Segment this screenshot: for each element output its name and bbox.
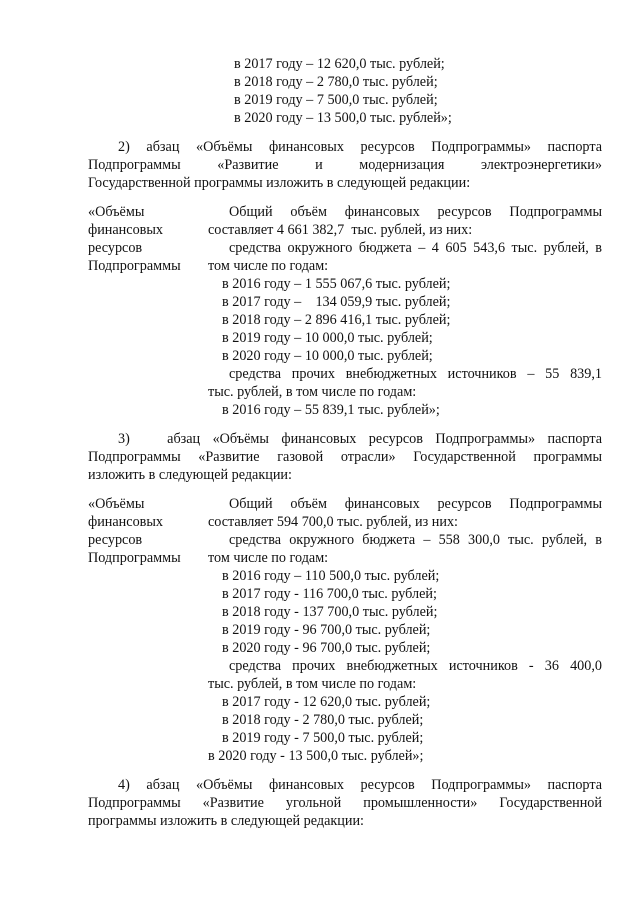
table-value-line: в 2018 году - 2 780,0 тыс. рублей; xyxy=(222,712,424,728)
paragraph-line: Подпрограммы «Развитие угольной промышленности» Государственной xyxy=(88,795,602,811)
table-value-line: средства окружного бюджета – 4 605 543,6 тыс. рублей, в xyxy=(229,240,602,256)
table-label-line: Подпрограммы xyxy=(88,550,181,566)
table-value-line: в 2019 году – 10 000,0 тыс. рублей; xyxy=(222,330,433,346)
table-value-line: том числе по годам: xyxy=(208,550,329,566)
table-value-line: составляет 594 700,0 тыс. рублей, из них: xyxy=(208,514,458,530)
paragraph-line: Подпрограммы «Развитие и модернизация электроэнергетики» xyxy=(88,157,602,173)
table-label-line: финансовых xyxy=(88,514,163,530)
table-value-line: средства окружного бюджета – 558 300,0 тыс. рублей, в xyxy=(229,532,602,548)
table-value-line: в 2020 году – 10 000,0 тыс. рублей; xyxy=(222,348,433,364)
table-label-line: «Объёмы xyxy=(88,204,145,220)
table-label-line: «Объёмы xyxy=(88,496,145,512)
paragraph-line: изложить в следующей редакции: xyxy=(88,467,292,483)
table-value-line: Общий объём финансовых ресурсов Подпрограммы xyxy=(229,496,602,512)
table-value-line: в 2017 году - 12 620,0 тыс. рублей; xyxy=(222,694,431,710)
paragraph-line: 3) абзац «Объёмы финансовых ресурсов Подпрограммы» паспорта xyxy=(118,431,602,447)
table-value-line: тыс. рублей, в том числе по годам: xyxy=(208,384,417,400)
table-label-line: ресурсов xyxy=(88,532,143,548)
paragraph-line: Подпрограммы «Развитие газовой отрасли» Государственной программы xyxy=(88,449,602,465)
year-line: в 2017 году – 12 620,0 тыс. рублей; xyxy=(234,56,445,72)
table-value-line: в 2020 году - 96 700,0 тыс. рублей; xyxy=(222,640,431,656)
table-value-line: составляет 4 661 382,7 тыс. рублей, из них: xyxy=(208,222,473,238)
paragraph-line: программы изложить в следующей редакции: xyxy=(88,813,364,829)
paragraph-line: 4) абзац «Объёмы финансовых ресурсов Подпрограммы» паспорта xyxy=(118,777,602,793)
year-line: в 2019 году – 7 500,0 тыс. рублей; xyxy=(234,92,438,108)
table-value-line: в 2018 году – 2 896 416,1 тыс. рублей; xyxy=(222,312,451,328)
table-value-line: в 2016 году – 55 839,1 тыс. рублей»; xyxy=(222,402,440,418)
table-value-line: в 2018 году - 137 700,0 тыс. рублей; xyxy=(222,604,438,620)
table-value-line: в 2019 году - 7 500,0 тыс. рублей; xyxy=(222,730,424,746)
table-value-line: в 2017 году – 134 059,9 тыс. рублей; xyxy=(222,294,451,310)
table-value-line: том числе по годам: xyxy=(208,258,329,274)
table-value-line: в 2016 году – 1 555 067,6 тыс. рублей; xyxy=(222,276,451,292)
year-line: в 2020 году – 13 500,0 тыс. рублей»; xyxy=(234,110,452,126)
paragraph-line: 2) абзац «Объёмы финансовых ресурсов Подпрограммы» паспорта xyxy=(118,139,602,155)
table-value-line: в 2016 году – 110 500,0 тыс. рублей; xyxy=(222,568,440,584)
table-value-line: в 2017 году - 116 700,0 тыс. рублей; xyxy=(222,586,437,602)
table-value-line: в 2020 году - 13 500,0 тыс. рублей»; xyxy=(208,748,424,764)
table-value-line: в 2019 году - 96 700,0 тыс. рублей; xyxy=(222,622,431,638)
table-label-line: Подпрограммы xyxy=(88,258,181,274)
table-value-line: тыс. рублей, в том числе по годам: xyxy=(208,676,417,692)
table-label-line: финансовых xyxy=(88,222,163,238)
table-value-line: Общий объём финансовых ресурсов Подпрограммы xyxy=(229,204,602,220)
year-line: в 2018 году – 2 780,0 тыс. рублей; xyxy=(234,74,438,90)
table-value-line: средства прочих внебюджетных источников - 36 400,0 xyxy=(229,658,602,674)
table-value-line: средства прочих внебюджетных источников – 55 839,1 xyxy=(229,366,602,382)
table-label-line: ресурсов xyxy=(88,240,143,256)
paragraph-line: Государственной программы изложить в следующей редакции: xyxy=(88,175,471,191)
